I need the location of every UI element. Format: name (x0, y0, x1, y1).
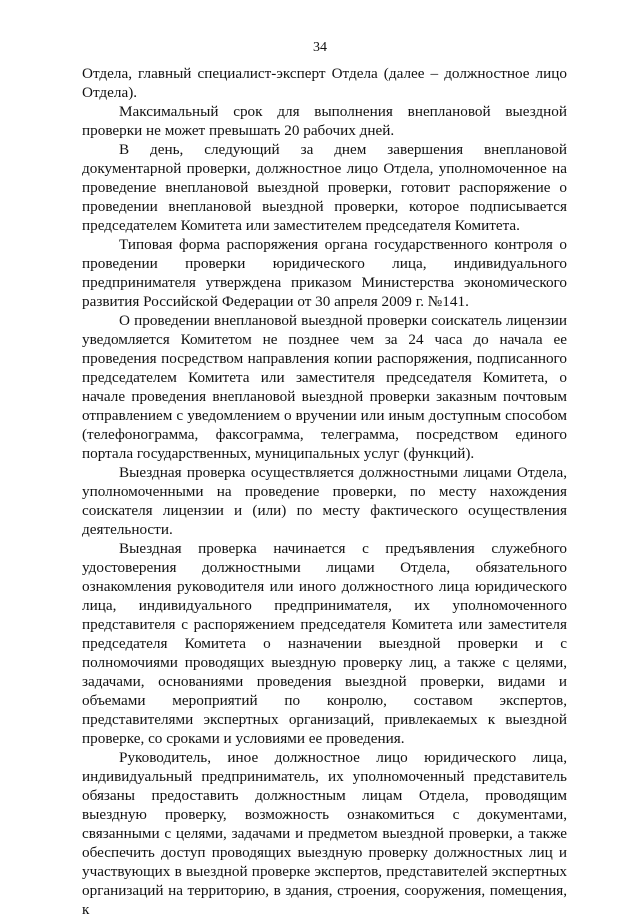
page-number: 34 (313, 40, 327, 55)
paragraph-continuation: Отдела, главный специалист-эксперт Отдела (далее – должностное лицо Отдела). (82, 65, 567, 101)
paragraph-standard-form: Типовая форма распоряжения органа государственного контроля о проведении проверки юридического лица, индивидуального предпринимателя утверждена приказом Министерства экономического развития Российской Федерации от 30 апреля 2009 г. №141. (82, 236, 567, 310)
paragraph-inspection-location: Выездная проверка осуществляется должностными лицами Отдела, уполномоченными на проведение проверки, по месту нахождения соискателя лицензии и (или) по месту фактического осуществления деятельности. (82, 464, 567, 538)
paragraph-max-term: Максимальный срок для выполнения внеплановой выездной проверки не может превышать 20 рабочих дней. (82, 103, 567, 139)
paragraph-order-preparation: В день, следующий за днем завершения внеплановой документарной проверки, должностное лицо Отдела, уполномоченное на проведение внеплановой выездной проверки, готовит распоряжение о проведении внеплановой выездной проверки, которое подписывается председателем Комитета или заместителем председателя Комитета. (82, 141, 567, 234)
paragraph-access-obligations: Руководитель, иное должностное лицо юридического лица, индивидуальный предприниматель, их уполномоченный представитель обязаны предоставить должностным лицам Отдела, проводящим выездную проверку, возможность ознакомиться с документами, связанными с целями, задачами и предметом выездной проверки, а также обеспечить доступ проводящих выездную проверку должностных лиц и участвующих в выездной проверке экспертов, представителей экспертных организаций на территорию, в здания, строения, сооружения, помещения, к (82, 749, 567, 918)
paragraph-notification: О проведении внеплановой выездной проверки соискатель лицензии уведомляется Комитетом не позднее чем за 24 часа до начала ее проведения посредством направления копии распоряжения, подписанного председателем Комитета или заместителя председателя Комитета, о начале проведения внеплановой выездной проверки заказным почтовым отправлением с уведомлением о вручении или иным доступным способом (телефонограмма, факсограмма, телеграмма, посредством единого портала государственных, муниципальных услуг (функций). (82, 312, 567, 462)
paragraph-inspection-start: Выездная проверка начинается с предъявления служебного удостоверения должностными лицами Отдела, обязательного ознакомления руководителя или иного должностного лица юридического лица, индивидуального предпринимателя, их уполномоченного представителя с распоряжением председателя Комитета или заместителя председателя Комитета о назначении выездной проверки и с полномочиями проводящих выездную проверку лиц, а также с целями, задачами, основаниями проведения выездной проверки, видами и объемами мероприятий по конролю, составом экспертов, представителями экспертных организаций, привлекаемых к выездной проверке, со сроками и условиями ее проведения. (82, 540, 567, 747)
document-body (82, 64, 567, 919)
